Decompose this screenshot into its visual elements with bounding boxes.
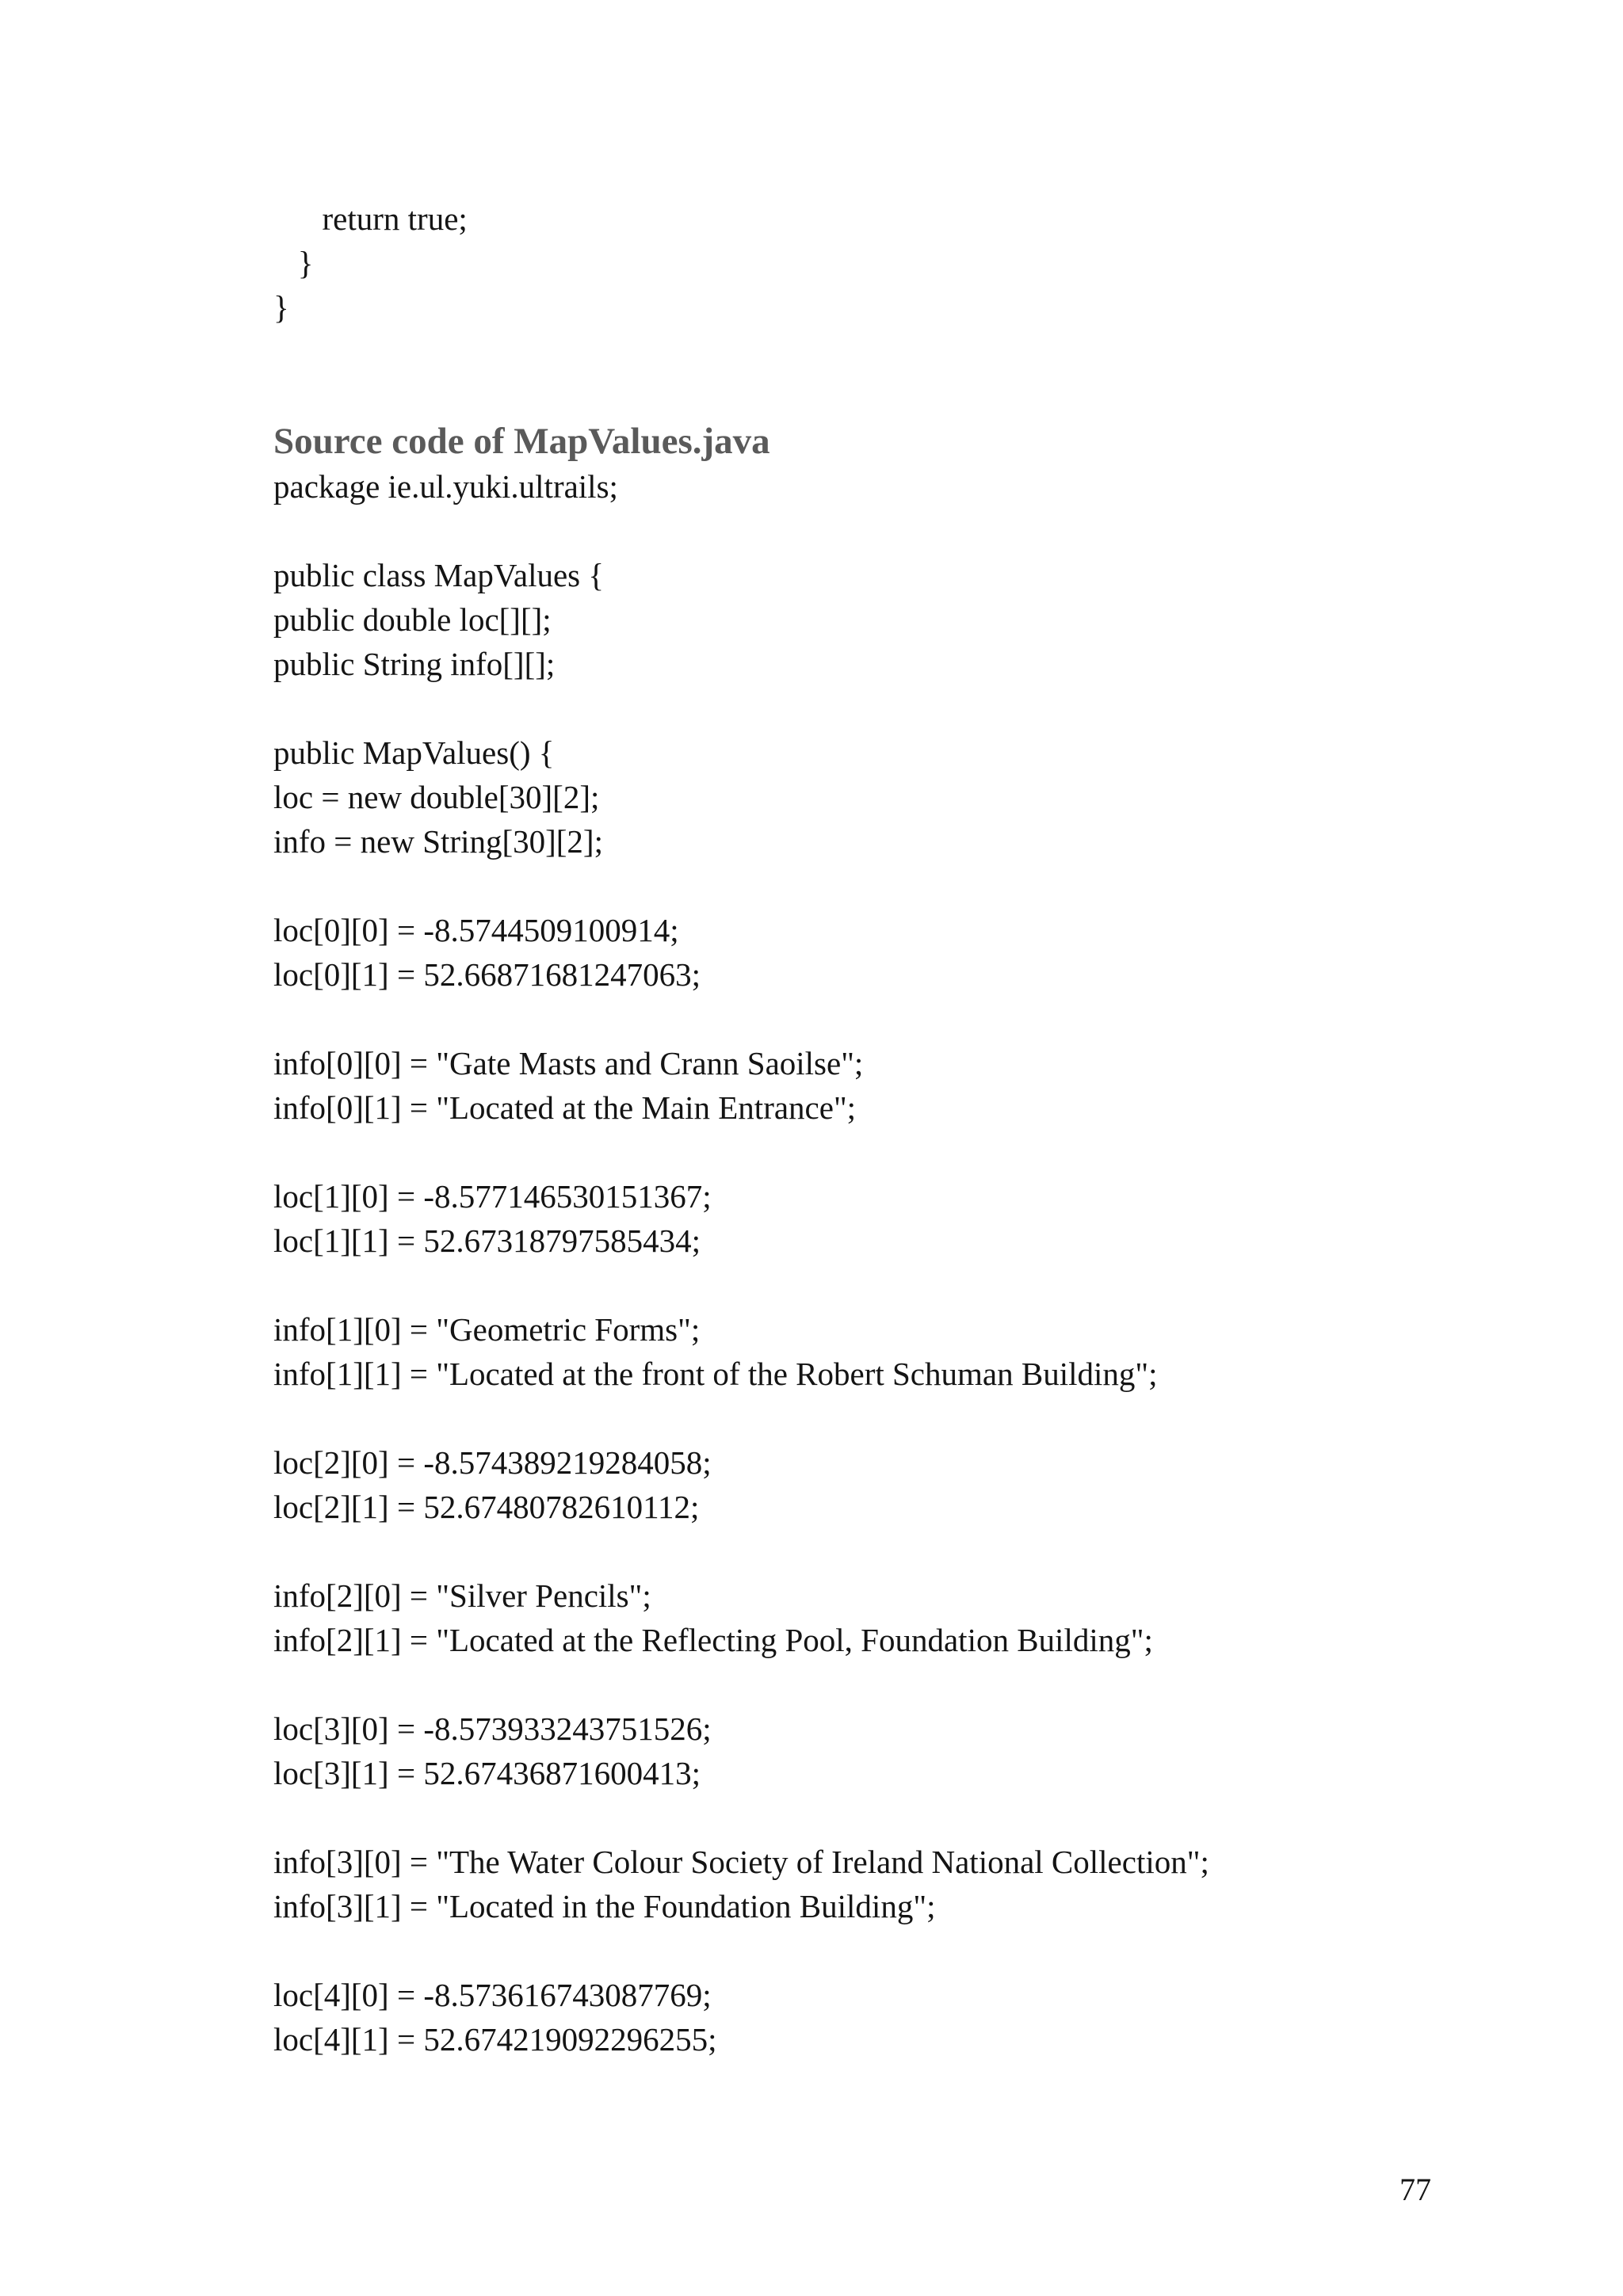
code-line: public class MapValues { [273, 557, 605, 593]
code-line: loc = new double[30][2]; [273, 779, 600, 815]
page-number: 77 [1400, 2172, 1431, 2207]
code-line: loc[1][1] = 52.67318797585434; [273, 1222, 701, 1259]
code-line: public String info[][]; [273, 646, 556, 682]
code-line: loc[0][0] = -8.5744509100914; [273, 912, 679, 948]
code-line: loc[3][0] = -8.573933243751526; [273, 1711, 712, 1747]
code-line: loc[0][1] = 52.66871681247063; [273, 956, 701, 993]
code-line: info[1][1] = "Located at the front of the Robert Schuman Building"; [273, 1356, 1158, 1392]
code-line: loc[4][0] = -8.573616743087769; [273, 1977, 712, 2013]
code-line: loc[1][0] = -8.577146530151367; [273, 1178, 712, 1215]
code-line: info[0][0] = "Gate Masts and Crann Saoilse"; [273, 1045, 864, 1081]
code-line: info[2][0] = "Silver Pencils"; [273, 1577, 651, 1614]
code-line: package ie.ul.yuki.ultrails; [273, 468, 618, 505]
code-line: info[1][0] = "Geometric Forms"; [273, 1311, 701, 1348]
code-line: loc[4][1] = 52.674219092296255; [273, 2021, 717, 2058]
code-line: return true; [273, 200, 468, 237]
code-line: } [273, 289, 289, 326]
code-line: info[3][0] = "The Water Colour Society of Ireland National Collection"; [273, 1844, 1209, 1880]
code-line: loc[3][1] = 52.67436871600413; [273, 1755, 701, 1791]
code-line: public double loc[][]; [273, 601, 552, 638]
section-heading: Source code of MapValues.java [273, 421, 770, 462]
code-line: loc[2][0] = -8.574389219284058; [273, 1444, 712, 1481]
code-line: } [273, 245, 314, 281]
code-line: info = new String[30][2]; [273, 823, 603, 860]
code-line: info[0][1] = "Located at the Main Entrance"; [273, 1089, 857, 1126]
code-line: loc[2][1] = 52.67480782610112; [273, 1489, 700, 1525]
code-line: info[3][1] = "Located in the Foundation Building"; [273, 1888, 936, 1924]
code-line: info[2][1] = "Located at the Reflecting Pool, Foundation Building"; [273, 1622, 1153, 1658]
code-line: public MapValues() { [273, 734, 555, 771]
